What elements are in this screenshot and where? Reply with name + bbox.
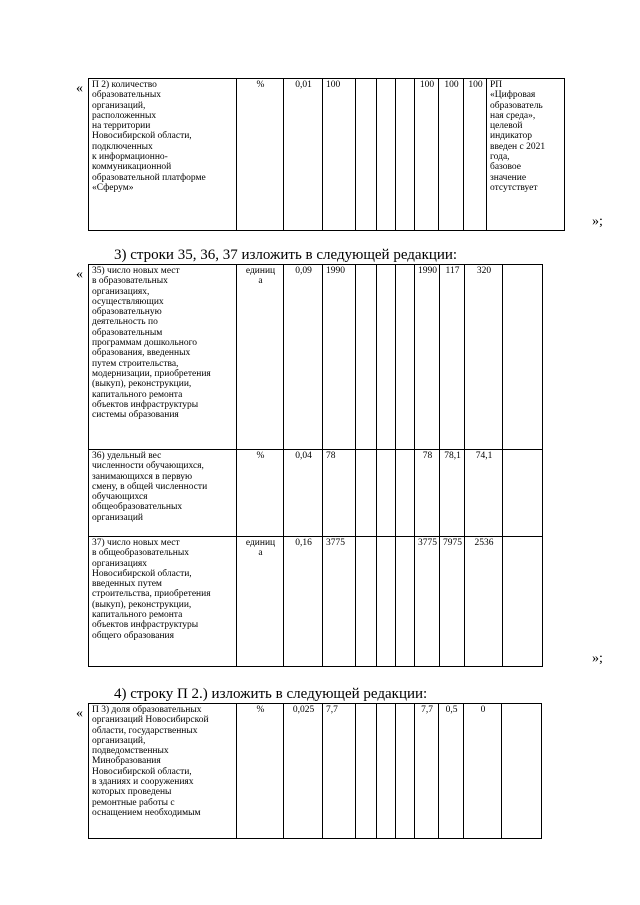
value-cell-4 [396,704,415,839]
source-cell [503,537,543,667]
value-cell-3 [377,537,396,667]
unit-cell: % [237,79,284,231]
unit-cell: % [237,450,284,537]
value-cell-7: 2536 [465,537,503,667]
section-heading-4: 4) строку П 2.) изложить в следующей редакции: [114,686,428,702]
unit-cell: единиц а [237,537,284,667]
value-cell-7: 0 [464,704,502,839]
value-cell-4 [396,537,415,667]
value-cell-6: 7975 [440,537,465,667]
value-cell-3 [377,265,396,450]
table-row-p3 [88,703,542,839]
weight-cell: 0,04 [284,450,323,537]
value-cell-6: 100 [439,79,464,231]
value-cell-3 [377,450,396,537]
closing-quote: »; [592,651,603,666]
table-rows-35-37 [88,264,543,667]
unit-cell: % [237,704,284,839]
value-cell-3 [377,79,396,231]
opening-quote: « [76,267,83,282]
weight-cell: 0,01 [284,79,323,231]
value-cell-2 [356,79,377,231]
source-cell [502,704,542,839]
closing-quote: »; [592,214,603,229]
source-cell [503,450,543,537]
weight-cell: 0,16 [284,537,323,667]
value-cell-7: 74,1 [465,450,503,537]
value-cell-5: 1990 [415,265,440,450]
section-heading-3: 3) строки 35, 36, 37 изложить в следующей редакции: [114,247,458,263]
value-cell-1: 7,7 [323,704,356,839]
value-cell-2 [356,704,377,839]
value-cell-2 [356,537,377,667]
indicator-name-cell: 36) удельный вес численности обучающихся, занимающихся в первую смену, в общей численности обучающихся общеобразовательных организаций [89,450,237,537]
weight-cell: 0,09 [284,265,323,450]
table-row [89,265,543,450]
value-cell-1: 100 [323,79,356,231]
value-cell-4 [396,450,415,537]
source-cell [503,265,543,450]
value-cell-1: 78 [323,450,356,537]
value-cell-6: 78,1 [440,450,465,537]
value-cell-7: 100 [464,79,487,231]
table-row-p2 [88,78,565,231]
value-cell-2 [356,450,377,537]
unit-cell: единиц а [237,265,284,450]
indicator-name-cell: 35) число новых мест в образовательных организациях, осуществляющих образовательную деятельность по образовательным программам дошкольного образования, введенных путем строительства, модернизации, приобретения (выкуп), реконструкции, капитального ремонта объектов инфраструктуры системы образования [89,265,237,450]
table-row [89,704,542,839]
value-cell-7: 320 [465,265,503,450]
value-cell-6: 117 [440,265,465,450]
opening-quote: « [76,81,83,96]
value-cell-2 [356,265,377,450]
value-cell-1: 1990 [323,265,356,450]
value-cell-5: 100 [415,79,439,231]
value-cell-3 [377,704,396,839]
weight-cell: 0,025 [284,704,323,839]
indicator-name-cell: 37) число новых мест в общеобразовательных организациях Новосибирской области, введенных путем строительства, приобретения (выкуп), реконструкции, капитального ремонта объектов инфраструктуры общего образования [89,537,237,667]
opening-quote: « [76,706,83,721]
value-cell-1: 3775 [323,537,356,667]
value-cell-6: 0,5 [439,704,464,839]
value-cell-5: 78 [415,450,440,537]
table-row [89,79,565,231]
source-cell: РП «Цифровая образователь ная среда», целевой индикатор введен с 2021 года, базовое значение отсутствует [487,79,565,231]
table-row [89,537,543,667]
indicator-name-cell: П 3) доля образовательных организаций Новосибирской области, государственных организаций, подведомственных Минобразования Новосибирской области, в зданиях и сооружениях которых проведены ремонтные работы с оснащением необходимым [89,704,237,839]
value-cell-4 [396,265,415,450]
indicator-name-cell: П 2) количество образовательных организаций, расположенных на территории Новосибирской области, подключенных к информационно- коммуникационной образовательной платформе «Сферум» [89,79,237,231]
table-row [89,450,543,537]
value-cell-5: 3775 [415,537,440,667]
value-cell-4 [396,79,415,231]
value-cell-5: 7,7 [415,704,439,839]
